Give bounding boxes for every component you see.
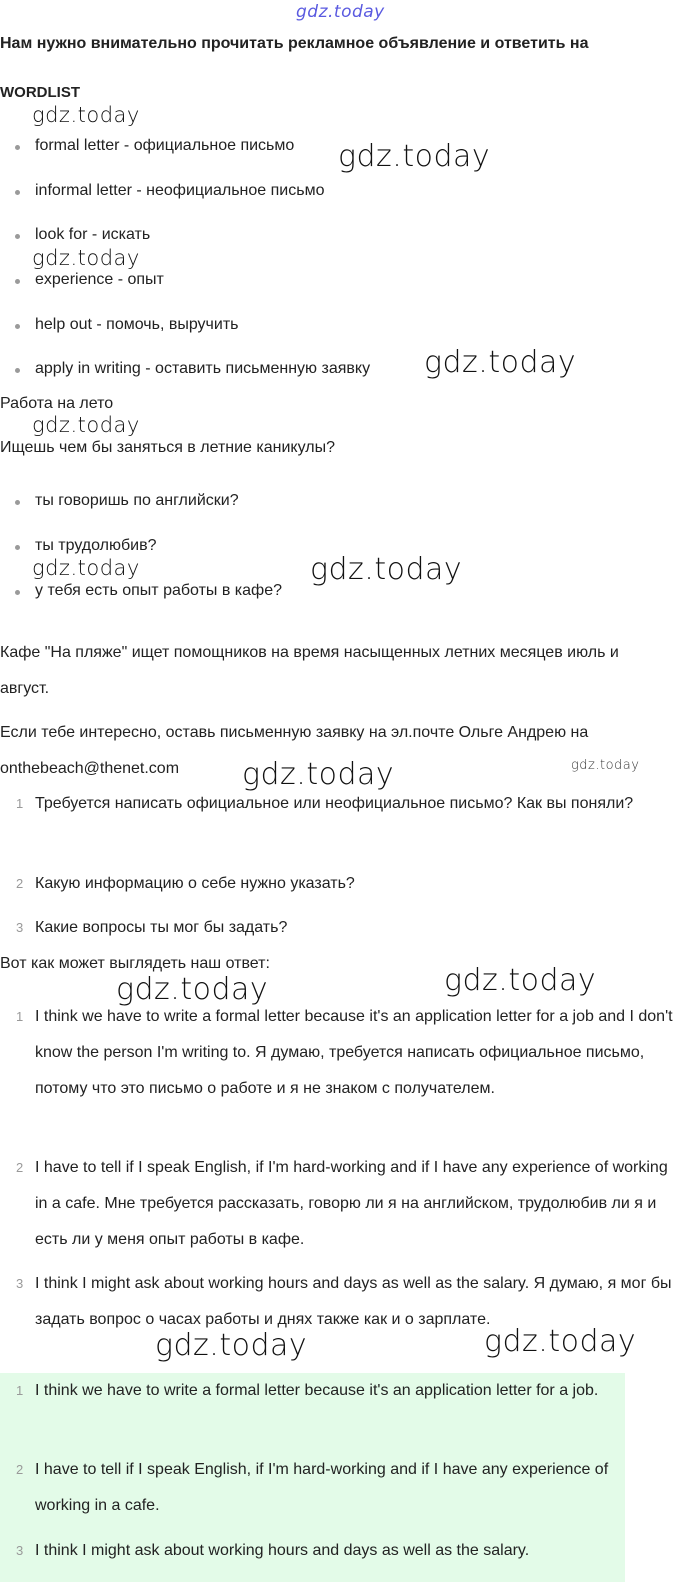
answer-item: 3 I think I might ask about working hours and days as well as the salary. Я думаю, я мог бы задать вопрос о часах работы и днях также как и о зарплате. [16, 1275, 672, 1328]
wordlist-title: WORDLIST [0, 84, 80, 101]
summary-item: 1 I think we have to write a formal letter because it's an application letter for a job. [16, 1382, 599, 1399]
bullet-icon [15, 145, 20, 150]
watermark: gdz.today [571, 758, 640, 773]
watermark: gdz.today [155, 1328, 308, 1363]
watermark: gdz.today [32, 246, 140, 270]
bullet-icon [15, 279, 20, 284]
bullet-icon [15, 190, 20, 195]
watermark: gdz.today [484, 1324, 637, 1359]
bullet-icon [15, 590, 20, 595]
bullet-icon [15, 500, 20, 505]
question-item: 3 Какие вопросы ты мог бы задать? [16, 919, 288, 936]
answer-item: 2 I have to tell if I speak English, if I'm hard-working and if I have any experience of working in a cafe. Мне требуется рассказать, говорю ли я на английском, трудолюбив ли я и есть ли у меня опыт работы в кафе. [16, 1159, 668, 1248]
ad-question: Ищешь чем бы заняться в летние каникулы? [0, 439, 335, 456]
watermark: gdz.today [116, 972, 269, 1007]
watermark: gdz.today [310, 552, 463, 587]
page-heading: Нам нужно внимательно прочитать рекламное объявление и ответить на [0, 35, 589, 52]
answer-item: 1 I think we have to write a formal letter because it's an application letter for a job and I don't know the person I'm writing to. Я думаю, требуется написать официальное письмо, потому что это письмо о работе и я не знаком с получателем. [16, 1008, 673, 1097]
question-item: 1 Требуется написать официальное или неофициальное письмо? Как вы поняли? [16, 795, 634, 812]
watermark: gdz.today [444, 963, 597, 998]
question-item: 2 Какую информацию о себе нужно указать? [16, 875, 355, 892]
bullet-icon [15, 324, 20, 329]
ad-paragraph: Если тебе интересно, оставь письменную заявку на эл.почте Ольге Андрею на onthebeach@thenet.com [0, 724, 589, 777]
summary-item: 3 I think I might ask about working hours and days as well as the salary. [16, 1542, 530, 1559]
watermark: gdz.today [32, 413, 140, 437]
ad-title: Работа на лето [0, 395, 114, 412]
watermark: gdz.today [242, 757, 395, 792]
watermark: gdz.today [424, 345, 577, 380]
watermark-top: gdz.today [296, 2, 385, 22]
ad-paragraph: Кафе "На пляже" ищет помощников на время насыщенных летних месяцев июль и август. [0, 644, 619, 697]
bullet-icon [15, 545, 20, 550]
bullet-icon [15, 234, 20, 239]
watermark: gdz.today [32, 103, 140, 127]
answer-intro: Вот как может выглядеть наш ответ: [0, 955, 270, 972]
bullet-icon [15, 368, 20, 373]
summary-item: 2 I have to tell if I speak English, if I'm hard-working and if I have any experience of working in a cafe. [16, 1461, 609, 1514]
watermark: gdz.today [32, 556, 140, 580]
watermark: gdz.today [338, 139, 491, 174]
